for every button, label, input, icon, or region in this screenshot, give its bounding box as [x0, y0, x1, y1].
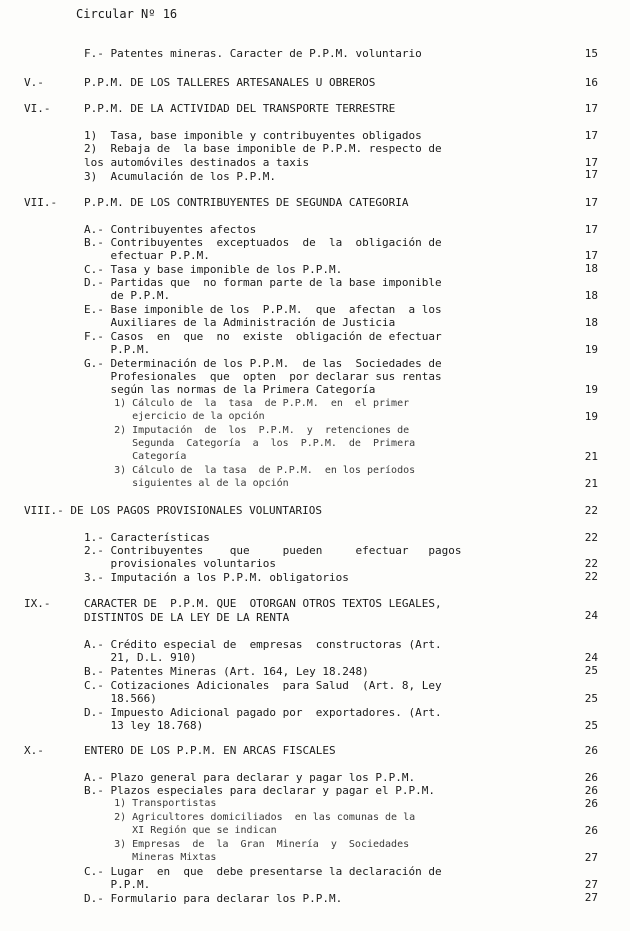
page-number: 17: [584, 223, 598, 236]
page-number: 17: [584, 129, 598, 142]
toc-line: DISTINTOS DE LA LEY DE LA RENTA: [84, 611, 290, 624]
toc-line: 2) Rebaja de la base imponible de P.P.M. respecto de: [84, 142, 442, 155]
toc-line: P.P.M. DE LOS CONTRIBUYENTES DE SEGUNDA CATEGORIA: [84, 196, 409, 209]
toc-line: Auxiliares de la Administración de Justicia: [84, 316, 396, 329]
toc-line: Profesionales que opten por declarar sus rentas: [84, 370, 442, 383]
toc-line: B.- Patentes Mineras (Art. 164, Ley 18.248): [84, 665, 369, 678]
toc-line: los automóviles destinados a taxis: [84, 156, 310, 169]
page-number: 27: [584, 878, 598, 891]
toc-line: Categoría: [84, 451, 187, 462]
toc-line: de P.P.M.: [84, 289, 171, 302]
toc-line: provisionales voluntarios: [84, 557, 277, 570]
toc-line: F.- Patentes mineras. Caracter de P.P.M. voluntario: [84, 47, 422, 60]
toc-line: ENTERO DE LOS P.P.M. EN ARCAS FISCALES: [84, 744, 336, 757]
toc-line: 1.- Características: [84, 531, 210, 544]
page-number: 22: [584, 504, 598, 517]
toc-line: 3) Cálculo de la tasa de P.P.M. en los períodos: [84, 465, 416, 476]
toc-line: ejercicio de la opción: [84, 411, 265, 422]
toc-line: 3.- Imputación a los P.P.M. obligatorios: [84, 571, 349, 584]
toc-line: B.- Plazos especiales para declarar y pagar el P.P.M.: [84, 784, 435, 797]
toc-line: 1) Transportistas: [84, 798, 217, 809]
page-number: 21: [584, 450, 598, 463]
toc-line: D.- Partidas que no forman parte de la base imponible: [84, 276, 442, 289]
page-number: 26: [584, 784, 598, 797]
toc-line: 1) Tasa, base imponible y contribuyentes obligados: [84, 129, 422, 142]
page-number: 17: [584, 196, 598, 209]
page-number: 27: [584, 891, 598, 904]
page-number: 16: [584, 76, 598, 89]
toc-line: P.P.M. DE LA ACTIVIDAD DEL TRANSPORTE TERRESTRE: [84, 102, 396, 115]
page-number: 24: [584, 651, 598, 664]
toc-line: V.-: [24, 76, 44, 89]
page-number: 22: [584, 570, 598, 583]
toc-line: efectuar P.P.M.: [84, 249, 210, 262]
toc-line: 3) Empresas de la Gran Minería y Sociedades: [84, 839, 410, 850]
toc-line: F.- Casos en que no existe obligación de efectuar: [84, 330, 442, 343]
toc-line: 3) Acumulación de los P.P.M.: [84, 170, 277, 183]
toc-line: C.- Cotizaciones Adicionales para Salud (Art. 8, Ley: [84, 679, 442, 692]
toc-line: VII.-: [24, 196, 58, 209]
toc-line: P.P.M. DE LOS TALLERES ARTESANALES U OBREROS: [84, 76, 376, 89]
toc-line: G.- Determinación de los P.P.M. de las Sociedades de: [84, 357, 442, 370]
toc-line: Segunda Categoría a los P.P.M. de Primera: [84, 438, 416, 449]
toc-line: 2) Agricultores domiciliados en las comunas de la: [84, 812, 416, 823]
page-number: 21: [584, 477, 598, 490]
toc-line: 1) Cálculo de la tasa de P.P.M. en el primer: [84, 398, 410, 409]
toc-line: C.- Lugar en que debe presentarse la declaración de: [84, 865, 442, 878]
page-number: 25: [584, 719, 598, 732]
toc-line: D.- Formulario para declarar los P.P.M.: [84, 892, 343, 905]
toc-line: 2) Imputación de los P.P.M. y retenciones de: [84, 425, 410, 436]
page-number: 26: [584, 744, 598, 757]
page-number: 17: [584, 156, 598, 169]
toc-line: E.- Base imponible de los P.P.M. que afectan a los: [84, 303, 442, 316]
toc-line: X.-: [24, 744, 44, 757]
toc-line: 18.566): [84, 692, 157, 705]
toc-line: P.P.M.: [84, 878, 151, 891]
page-header: Circular Nº 16: [76, 7, 178, 21]
page-number: 26: [584, 824, 598, 837]
toc-line: XI Región que se indican: [84, 825, 277, 836]
toc-line: VI.-: [24, 102, 51, 115]
page-number: 19: [584, 410, 598, 423]
toc-line: 13 ley 18.768): [84, 719, 204, 732]
toc-line: según las normas de la Primera Categoría: [84, 383, 376, 396]
page-number: 25: [584, 692, 598, 705]
page-number: 19: [584, 343, 598, 356]
page-number: 18: [584, 262, 598, 275]
toc-line: A.- Plazo general para declarar y pagar los P.P.M.: [84, 771, 416, 784]
toc-line: CARACTER DE P.P.M. QUE OTORGAN OTROS TEXTOS LEGALES,: [84, 597, 442, 610]
toc-line: 21, D.L. 910): [84, 651, 197, 664]
page-number: 22: [584, 557, 598, 570]
page-number: 17: [584, 102, 598, 115]
toc-line: A.- Contribuyentes afectos: [84, 223, 257, 236]
toc-line: D.- Impuesto Adicional pagado por exportadores. (Art.: [84, 706, 442, 719]
toc-line: A.- Crédito especial de empresas constructoras (Art.: [84, 638, 442, 651]
page-number: 26: [584, 797, 598, 810]
page-number: 15: [584, 47, 598, 60]
toc-line: VIII.- DE LOS PAGOS PROVISIONALES VOLUNTARIOS: [24, 504, 323, 517]
toc-line: 2.- Contribuyentes que pueden efectuar pagos: [84, 544, 462, 557]
toc-line: C.- Tasa y base imponible de los P.P.M.: [84, 263, 343, 276]
toc-line: Mineras Mixtas: [84, 852, 217, 863]
page-number: 27: [584, 851, 598, 864]
page-number: 24: [584, 609, 598, 622]
page-number: 18: [584, 289, 598, 302]
page-number: 22: [584, 531, 598, 544]
page-number: 18: [584, 316, 598, 329]
page-number: 17: [584, 249, 598, 262]
toc-line: B.- Contribuyentes exceptuados de la obligación de: [84, 236, 442, 249]
page-number: 17: [584, 168, 598, 181]
toc-line: siguientes al de la opción: [84, 478, 289, 489]
page-number: 26: [584, 771, 598, 784]
toc-line: IX.-: [24, 597, 51, 610]
toc-line: P.P.M.: [84, 343, 151, 356]
page-number: 25: [584, 664, 598, 677]
page-number: 19: [584, 383, 598, 396]
